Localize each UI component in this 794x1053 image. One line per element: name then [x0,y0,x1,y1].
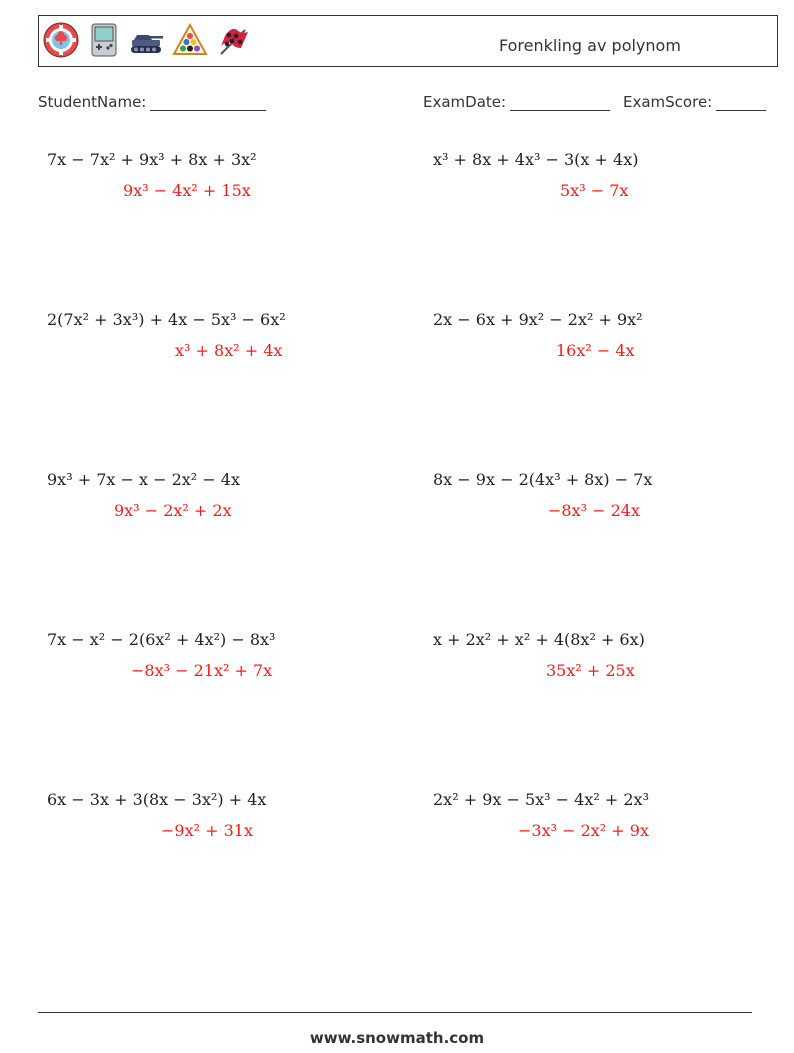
worksheet-header [38,15,778,67]
problem-3-expression: 2(7x² + 3x³) + 4x − 5x³ − 6x² [47,310,286,329]
problem-7-answer: −8x³ − 21x² + 7x [131,661,273,680]
exam-score-blank[interactable] [716,96,766,111]
problem-10-answer: −3x³ − 2x² + 9x [518,821,649,840]
problem-2-answer: 5x³ − 7x [560,181,629,200]
problem-6-answer: −8x³ − 24x [548,501,640,520]
problem-5-answer: 9x³ − 2x² + 2x [114,501,232,520]
worksheet-title: Forenkling av polynom [499,36,681,55]
problem-1-expression: 7x − 7x² + 9x³ + 8x + 3x² [47,150,257,169]
problem-8-expression: x + 2x² + x² + 4(8x² + 6x) [433,630,645,649]
student-name-field [38,93,266,111]
problem-6-expression: 8x − 9x − 2(4x³ + 8x) − 7x [433,470,653,489]
handheld-game-console-icon [86,22,122,58]
footer-divider [38,1012,752,1013]
student-name-label: StudentName: [38,93,147,111]
casino-chip-icon [43,22,79,58]
problem-5-expression: 9x³ + 7x − x − 2x² − 4x [47,470,240,489]
exam-score-label: ExamScore: [623,93,713,111]
problem-10-expression: 2x² + 9x − 5x³ − 4x² + 2x³ [433,790,649,809]
student-name-blank[interactable] [150,96,266,111]
problem-9-expression: 6x − 3x + 3(8x − 3x²) + 4x [47,790,267,809]
exam-date-field [423,93,610,111]
problem-9-answer: −9x² + 31x [161,821,253,840]
problem-7-expression: 7x − x² − 2(6x² + 4x²) − 8x³ [47,630,276,649]
tank-icon [129,22,165,58]
problem-4-expression: 2x − 6x + 9x² − 2x² + 9x² [433,310,643,329]
billiard-rack-icon [172,22,208,58]
problem-1-answer: 9x³ − 4x² + 15x [123,181,251,200]
problem-8-answer: 35x² + 25x [546,661,635,680]
problem-3-answer: x³ + 8x² + 4x [175,341,283,360]
header-icons [43,22,251,58]
exam-date-label: ExamDate: [423,93,507,111]
footer-url[interactable]: www.snowmath.com [309,1029,485,1047]
problem-4-answer: 16x² − 4x [556,341,635,360]
racing-flag-icon [215,22,251,58]
problem-2-expression: x³ + 8x + 4x³ − 3(x + 4x) [433,150,639,169]
exam-score-field [623,93,766,111]
exam-date-blank[interactable] [510,96,610,111]
